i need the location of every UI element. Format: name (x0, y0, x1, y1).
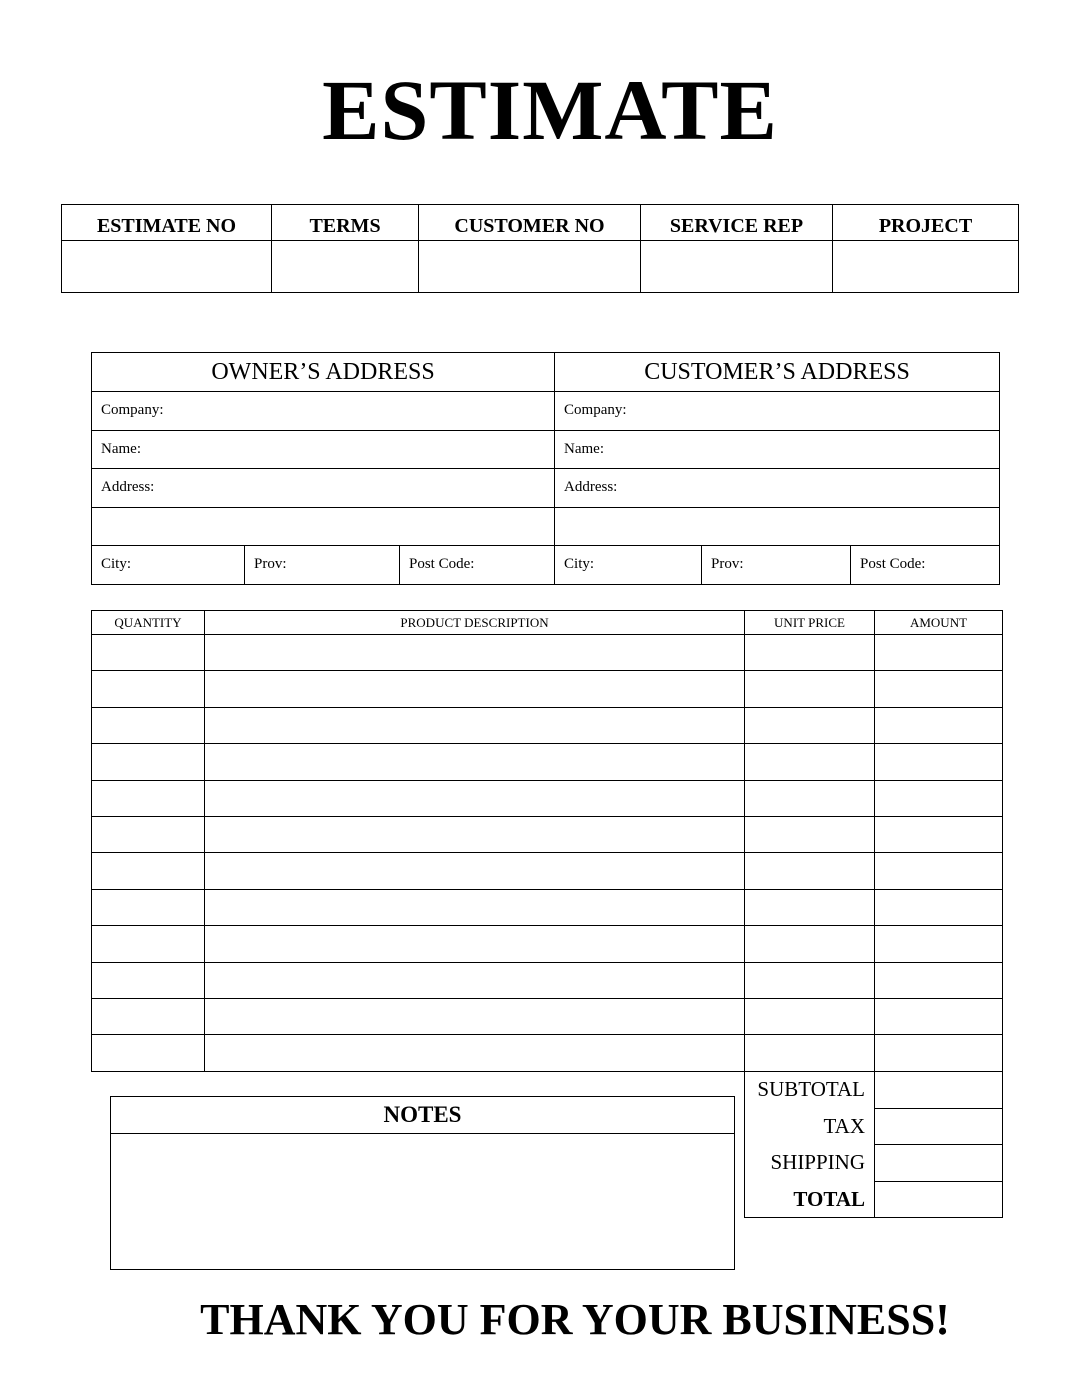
unit-price-cell[interactable] (745, 962, 875, 998)
unit-price-cell[interactable] (745, 707, 875, 743)
table-row (92, 671, 1003, 707)
quantity-cell[interactable] (92, 671, 205, 707)
amount-cell[interactable] (875, 998, 1003, 1034)
owner-post-code-field[interactable]: Post Code: (400, 546, 555, 585)
quantity-cell[interactable] (92, 744, 205, 780)
amount-cell[interactable] (875, 889, 1003, 925)
quantity-cell[interactable] (92, 926, 205, 962)
table-row (92, 780, 1003, 816)
quantity-cell[interactable] (92, 780, 205, 816)
table-row (92, 707, 1003, 743)
table-row (92, 962, 1003, 998)
description-cell[interactable] (205, 635, 745, 671)
amount-cell[interactable] (875, 1035, 1003, 1071)
unit-price-cell[interactable] (745, 998, 875, 1034)
page-title: ESTIMATE (322, 62, 778, 158)
terms-header: TERMS (272, 205, 419, 241)
amount-cell[interactable] (875, 926, 1003, 962)
quantity-cell[interactable] (92, 1035, 205, 1071)
description-cell[interactable] (205, 744, 745, 780)
tax-label: TAX (745, 1108, 875, 1145)
address-table (91, 352, 1000, 585)
customer-name-field[interactable]: Name: (555, 430, 1000, 469)
owner-address-field[interactable]: Address: (92, 469, 555, 508)
table-row (92, 1035, 1003, 1071)
owner-address-line-2[interactable] (92, 507, 555, 546)
amount-cell[interactable] (875, 853, 1003, 889)
unit-price-cell[interactable] (745, 1035, 875, 1071)
customer-address-title: CUSTOMER’S ADDRESS (555, 353, 1000, 392)
description-cell[interactable] (205, 707, 745, 743)
amount-cell[interactable] (875, 744, 1003, 780)
table-row (92, 744, 1003, 780)
description-cell[interactable] (205, 926, 745, 962)
product-description-header: PRODUCT DESCRIPTION (205, 611, 745, 635)
quantity-cell[interactable] (92, 707, 205, 743)
table-row (92, 926, 1003, 962)
project-header: PROJECT (833, 205, 1019, 241)
description-cell[interactable] (205, 816, 745, 852)
table-row (92, 998, 1003, 1034)
unit-price-cell[interactable] (745, 744, 875, 780)
customer-city-field[interactable]: City: (555, 546, 702, 585)
line-items-body (92, 635, 1003, 1072)
thank-you-message: THANK YOU FOR YOUR BUSINESS! (200, 1295, 950, 1344)
service-rep-field[interactable] (641, 241, 833, 293)
tax-field[interactable] (875, 1108, 1003, 1145)
table-row (92, 889, 1003, 925)
amount-cell[interactable] (875, 707, 1003, 743)
table-row (92, 853, 1003, 889)
project-field[interactable] (833, 241, 1019, 293)
totals-table (744, 1071, 1003, 1218)
quantity-cell[interactable] (92, 998, 205, 1034)
customer-address-field[interactable]: Address: (555, 469, 1000, 508)
quantity-cell[interactable] (92, 962, 205, 998)
customer-no-field[interactable] (419, 241, 641, 293)
total-label: TOTAL (745, 1181, 875, 1218)
amount-cell[interactable] (875, 962, 1003, 998)
customer-address-line-2[interactable] (555, 507, 1000, 546)
description-cell[interactable] (205, 853, 745, 889)
owner-name-field[interactable]: Name: (92, 430, 555, 469)
owner-company-field[interactable]: Company: (92, 392, 555, 431)
customer-prov-field[interactable]: Prov: (702, 546, 851, 585)
notes-field[interactable] (111, 1134, 734, 1264)
unit-price-cell[interactable] (745, 889, 875, 925)
amount-cell[interactable] (875, 671, 1003, 707)
unit-price-cell[interactable] (745, 780, 875, 816)
description-cell[interactable] (205, 962, 745, 998)
amount-cell[interactable] (875, 780, 1003, 816)
customer-company-field[interactable]: Company: (555, 392, 1000, 431)
quantity-header: QUANTITY (92, 611, 205, 635)
service-rep-header: SERVICE REP (641, 205, 833, 241)
shipping-label: SHIPPING (745, 1145, 875, 1182)
unit-price-cell[interactable] (745, 816, 875, 852)
description-cell[interactable] (205, 998, 745, 1034)
amount-cell[interactable] (875, 816, 1003, 852)
description-cell[interactable] (205, 1035, 745, 1071)
total-field[interactable] (875, 1181, 1003, 1218)
subtotal-field[interactable] (875, 1072, 1003, 1109)
customer-no-header: CUSTOMER NO (419, 205, 641, 241)
notes-title: NOTES (111, 1097, 734, 1134)
table-row (92, 635, 1003, 671)
terms-field[interactable] (272, 241, 419, 293)
description-cell[interactable] (205, 671, 745, 707)
quantity-cell[interactable] (92, 853, 205, 889)
owner-city-field[interactable]: City: (92, 546, 245, 585)
quantity-cell[interactable] (92, 889, 205, 925)
amount-cell[interactable] (875, 635, 1003, 671)
subtotal-label: SUBTOTAL (745, 1072, 875, 1109)
description-cell[interactable] (205, 780, 745, 816)
shipping-field[interactable] (875, 1145, 1003, 1182)
owner-prov-field[interactable]: Prov: (245, 546, 400, 585)
unit-price-cell[interactable] (745, 926, 875, 962)
description-cell[interactable] (205, 889, 745, 925)
amount-header: AMOUNT (875, 611, 1003, 635)
estimate-no-field[interactable] (62, 241, 272, 293)
estimate-info-table (61, 204, 1019, 293)
unit-price-header: UNIT PRICE (745, 611, 875, 635)
quantity-cell[interactable] (92, 816, 205, 852)
unit-price-cell[interactable] (745, 635, 875, 671)
table-row (92, 816, 1003, 852)
line-items-table (91, 610, 1003, 1072)
estimate-no-header: ESTIMATE NO (62, 205, 272, 241)
unit-price-cell[interactable] (745, 853, 875, 889)
customer-post-code-field[interactable]: Post Code: (851, 546, 1000, 585)
notes-box (110, 1096, 735, 1270)
owner-address-title: OWNER’S ADDRESS (92, 353, 555, 392)
quantity-cell[interactable] (92, 635, 205, 671)
unit-price-cell[interactable] (745, 671, 875, 707)
